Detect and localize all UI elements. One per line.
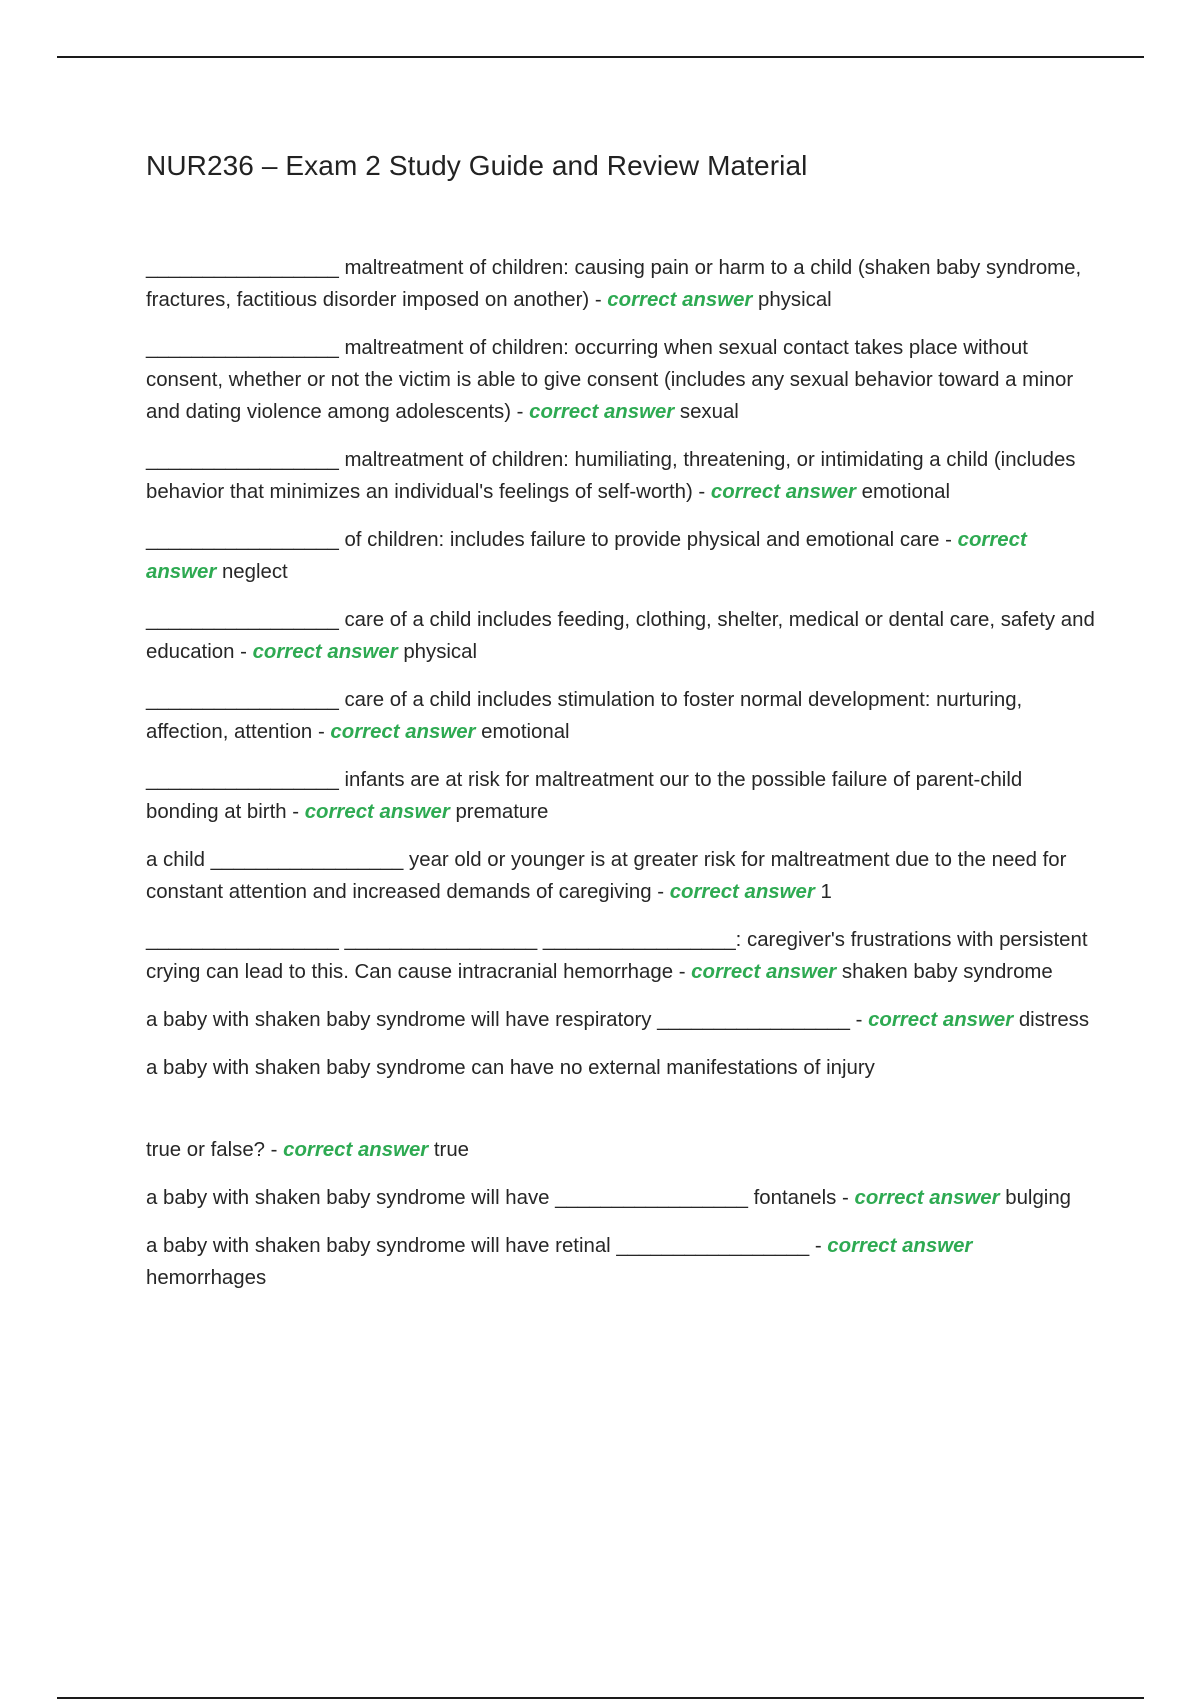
answer-text: physical	[403, 641, 477, 663]
question-item: _________________ care of a child includes feeding, clothing, shelter, medical or dental care, safety and education - correct answer physical	[146, 609, 1101, 663]
question-item: a child _________________ year old or younger is at greater risk for maltreatment due to the need for constant attention and increased demands of caregiving - correct answer 1	[146, 849, 1073, 903]
question-list	[146, 252, 1101, 1310]
correct-answer-label: correct answer	[252, 641, 398, 663]
question-text: true or false?	[146, 1139, 266, 1161]
question-item: _________________ infants are at risk for maltreatment our to the possible failure of parent-child bonding at birth - correct answer premature	[146, 769, 1028, 823]
question-text: _________________ _________________ _________________: caregiver's frustrations with persistent crying can lead to this. Can cause intracranial hemorrhage	[146, 929, 1094, 983]
answer-text: true	[433, 1139, 470, 1161]
answer-text: shaken baby syndrome	[841, 961, 1053, 983]
question-text: a baby with shaken baby syndrome will have _________________ fontanels	[146, 1187, 837, 1209]
question-text: _________________ of children: includes failure to provide physical and emotional care	[146, 529, 940, 551]
question-text: _________________ care of a child includes stimulation to foster normal development: nurturing, affection, attention	[146, 689, 1028, 743]
question-item: a baby with shaken baby syndrome will have _________________ fontanels - correct answer bulging	[146, 1187, 1072, 1209]
question-item	[146, 1052, 1096, 1084]
answer-text: sexual	[679, 401, 739, 423]
answer-text: distress	[1018, 1009, 1090, 1031]
correct-answer-label: correct answer	[283, 1139, 429, 1161]
question-text: a baby with shaken baby syndrome will have retinal _________________	[146, 1235, 810, 1257]
correct-answer-label: correct answer	[669, 881, 815, 903]
question-text: a baby with shaken baby syndrome will have respiratory _________________	[146, 1009, 850, 1031]
correct-answer-label: correct answer	[529, 401, 675, 423]
answer-text: neglect	[221, 561, 288, 583]
answer-text: physical	[758, 289, 832, 311]
footer-rule	[57, 1697, 1144, 1699]
question-text: _________________ infants are at risk for maltreatment our to the possible failure of parent-child bonding at birth	[146, 769, 1028, 823]
question-item: a baby with shaken baby syndrome will have retinal _________________ - correct answer hemorrhages	[146, 1235, 973, 1289]
correct-answer-label: correct answer	[330, 721, 476, 743]
question-item: _________________ of children: includes failure to provide physical and emotional care - correct answer neglect	[146, 529, 1027, 583]
question-text: _________________ maltreatment of children: occurring when sexual contact takes place without consent, whether or not the victim is able to give consent (includes any sexual behavior toward a minor and dating violence among adolescents)	[146, 337, 1079, 423]
correct-answer-label: correct answer	[868, 1009, 1014, 1031]
correct-answer-label: correct answer	[607, 289, 753, 311]
answer-text: emotional	[481, 721, 570, 743]
question-text: _________________ care of a child includes feeding, clothing, shelter, medical or dental care, safety and education	[146, 609, 1101, 663]
question-item: true or false? - correct answer true	[146, 1139, 470, 1161]
question-item: a baby with shaken baby syndrome will have respiratory _________________ - correct answer distress	[146, 1009, 1090, 1031]
question-text: _________________ maltreatment of children: causing pain or harm to a child (shaken baby syndrome, fractures, factitious disorder imposed on another)	[146, 257, 1087, 311]
question-text: _________________ maltreatment of children: humiliating, threatening, or intimidating a child (includes behavior that minimizes an individual's feelings of self-worth)	[146, 449, 1082, 503]
header-rule	[57, 56, 1144, 58]
question-text: a child _________________ year old or younger is at greater risk for maltreatment due to the need for constant attention and increased demands of caregiving	[146, 849, 1073, 903]
correct-answer-label: correct answer	[854, 1187, 1000, 1209]
answer-text: premature	[455, 801, 549, 823]
correct-answer-label: correct answer	[304, 801, 450, 823]
correct-answer-label: correct answer	[691, 961, 837, 983]
question-item: _________________ maltreatment of children: causing pain or harm to a child (shaken baby syndrome, fractures, factitious disorder imposed on another) - correct answer physical	[146, 257, 1087, 311]
question-item: _________________ _________________ _________________: caregiver's frustrations with persistent crying can lead to this. Can cause intracranial hemorrhage - correct answer shaken baby syndrome	[146, 929, 1094, 983]
answer-text: emotional	[861, 481, 951, 503]
answer-text: 1	[820, 881, 832, 903]
question-item: _________________ maltreatment of children: humiliating, threatening, or intimidating a child (includes behavior that minimizes an individual's feelings of self-worth) - correct answer emotional	[146, 449, 1082, 503]
answer-text: hemorrhages	[146, 1267, 267, 1289]
correct-answer-label: correct answer	[710, 481, 856, 503]
answer-text: bulging	[1005, 1187, 1072, 1209]
question-item: _________________ maltreatment of children: occurring when sexual contact takes place without consent, whether or not the victim is able to give consent (includes any sexual behavior toward a minor and dating violence among adolescents) - correct answer sexual	[146, 337, 1079, 423]
correct-answer-label: correct answer	[146, 529, 1027, 583]
question-item: _________________ care of a child includes stimulation to foster normal development: nurturing, affection, attention - correct answer emotional	[146, 689, 1028, 743]
correct-answer-label: correct answer	[827, 1235, 973, 1257]
document-title: NUR236 – Exam 2 Study Guide and Review Material	[146, 150, 808, 181]
question-text: a baby with shaken baby syndrome can have no external manifestations of injury	[146, 1057, 875, 1079]
